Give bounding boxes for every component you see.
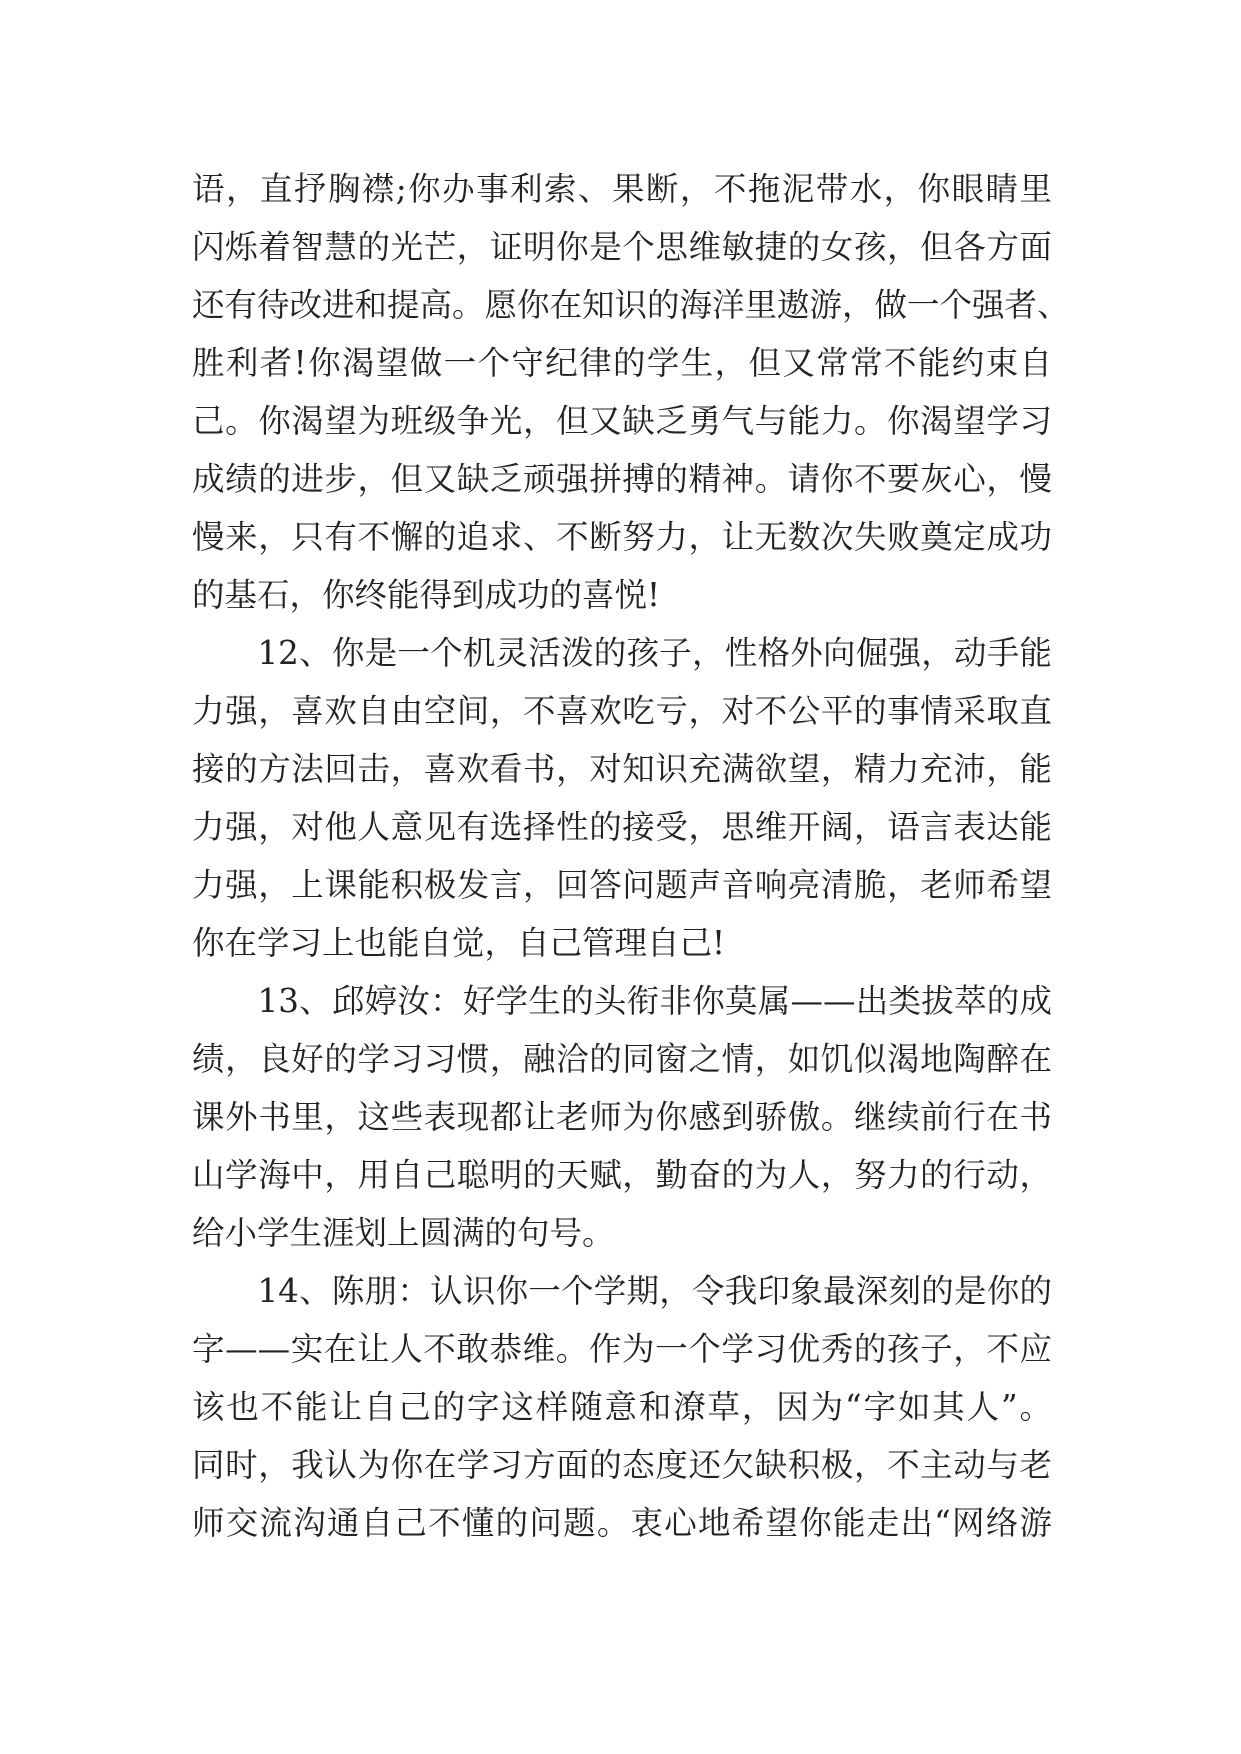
text-line: 力强，上课能积极发言，回答问题声音响亮清脆，老师希望 — [192, 866, 1052, 904]
text-line: 师交流沟通自己不懂的问题。衷心地希望你能走出“网络游 — [192, 1504, 1052, 1542]
text-line: 山学海中，用自己聪明的天赋，勤奋的为人，努力的行动， — [192, 1156, 1052, 1194]
text-line: 给小学生涯划上圆满的句号。 — [192, 1214, 615, 1252]
body-text — [192, 160, 1070, 1552]
text-line: 13、邱婷汝：好学生的头衔非你莫属——出类拔萃的成 — [192, 982, 1052, 1020]
text-line: 还有待改进和提高。愿你在知识的海洋里遨游，做一个强者、 — [192, 286, 1070, 324]
text-line: 力强，对他人意见有选择性的接受，思维开阔，语言表达能 — [192, 808, 1052, 846]
text-line: 成绩的进步，但又缺乏顽强拼搏的精神。请你不要灰心，慢 — [192, 460, 1052, 498]
text-line: 己。你渴望为班级争光，但又缺乏勇气与能力。你渴望学习 — [192, 402, 1052, 440]
text-line: 14、陈朋：认识你一个学期，令我印象最深刻的是你的 — [192, 1272, 1052, 1310]
text-line: 慢来，只有不懈的追求、不断努力，让无数次失败奠定成功 — [192, 518, 1052, 556]
text-line: 12、你是一个机灵活泼的孩子，性格外向倔强，动手能 — [192, 634, 1052, 672]
text-line: 同时，我认为你在学习方面的态度还欠缺积极，不主动与老 — [192, 1446, 1052, 1484]
text-line: 字——实在让人不敢恭维。作为一个学习优秀的孩子，不应 — [192, 1330, 1052, 1368]
text-line: 胜利者!你渴望做一个守纪律的学生，但又常常不能约束自 — [192, 344, 1052, 382]
text-line: 接的方法回击，喜欢看书，对知识充满欲望，精力充沛，能 — [192, 750, 1052, 788]
text-line: 绩，良好的学习习惯，融洽的同窗之情，如饥似渴地陶醉在 — [192, 1040, 1052, 1078]
text-line: 你在学习上也能自觉，自己管理自己! — [192, 924, 726, 962]
text-line: 课外书里，这些表现都让老师为你感到骄傲。继续前行在书 — [192, 1098, 1052, 1136]
text-line: 语，直抒胸襟;你办事利索、果断，不拖泥带水，你眼睛里 — [192, 170, 1052, 208]
text-line: 的基石，你终能得到成功的喜悦! — [192, 576, 661, 614]
text-line: 力强，喜欢自由空间，不喜欢吃亏，对不公平的事情采取直 — [192, 692, 1052, 730]
text-line: 该也不能让自己的字这样随意和潦草，因为“字如其人”。 — [192, 1388, 1052, 1426]
text-line: 闪烁着智慧的光芒，证明你是个思维敏捷的女孩，但各方面 — [192, 228, 1052, 266]
